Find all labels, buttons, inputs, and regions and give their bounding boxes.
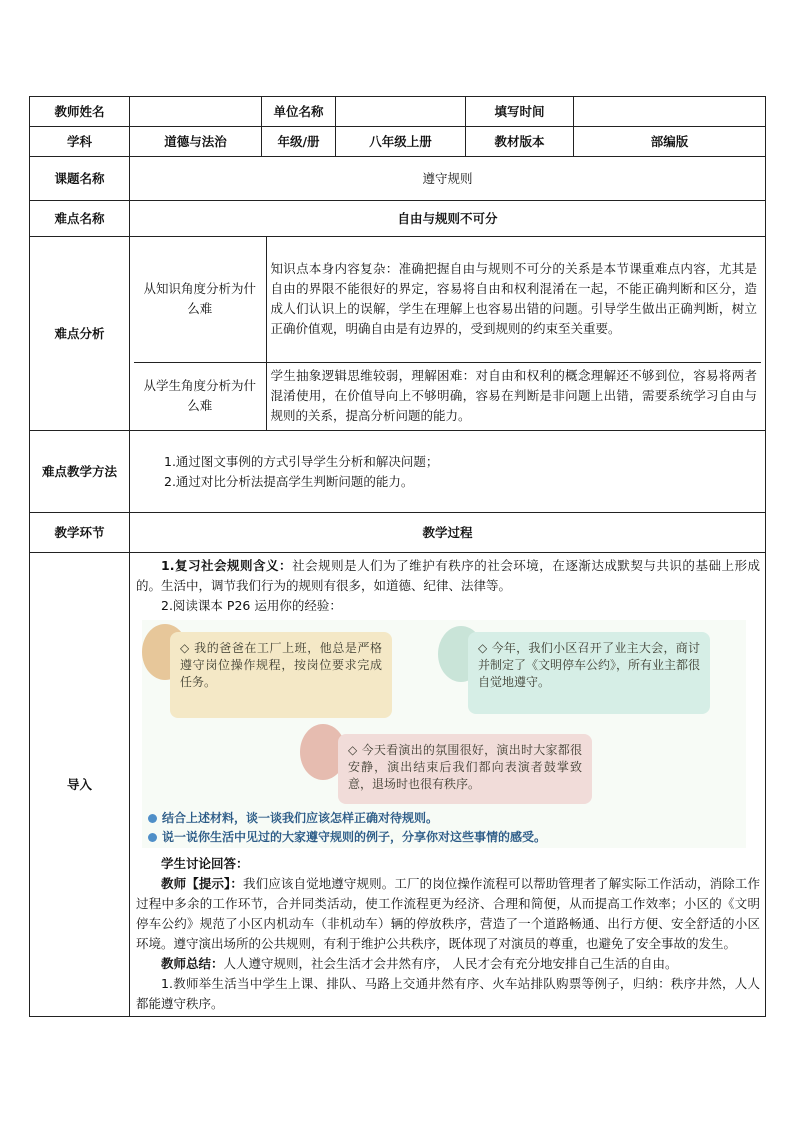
question-2: 说一说你生活中见过的大家遵守规则的例子，分享你对这些事情的感受。 <box>148 827 546 847</box>
edition-value: 部编版 <box>574 127 766 157</box>
difficulty-label: 难点名称 <box>30 201 130 237</box>
lesson-title-value: 遵守规则 <box>130 157 766 201</box>
bullet-icon <box>148 833 157 842</box>
lesson-plan-document <box>29 96 765 1017</box>
student-angle-text: 学生抽象逻辑思维较弱，理解困难：对自由和权利的概念理解还不够到位，容易将两者混淆使用，在价值导向上不够明确，容易在判断是非问题上出错，需要系统学习自由与规则的关系，提高分析问题的能力。 <box>270 368 757 424</box>
stage-header: 教学环节 <box>30 513 130 553</box>
fill-date-label: 填写时间 <box>466 97 574 127</box>
intro-row <box>30 553 766 1017</box>
unit-name-label: 单位名称 <box>262 97 336 127</box>
difficulty-value: 自由与规则不可分 <box>130 201 766 237</box>
lesson-plan-table <box>29 96 766 1017</box>
subject-label: 学科 <box>30 127 130 157</box>
intro-label: 导入 <box>30 553 130 1017</box>
method-content <box>130 431 766 513</box>
knowledge-angle-text: 知识点本身内容复杂：准确把握自由与规则不可分的关系是本节课重难点内容，尤其是自由的界限不能很好的界定，容易将自由和权利混淆在一起，不能正确判断和区分，造成人们认识上的误解，学生在理解上也容易出错的问题。引导学生做出正确判断，树立正确价值观，明确自由是有边界的，受到规则的约束至关重要。 <box>266 237 761 362</box>
difficulty-row <box>30 201 766 237</box>
unit-name-value <box>336 97 466 127</box>
fill-date-value <box>574 97 766 127</box>
review-paragraph: 1.复习社会规则含义：社会规则是人们为了维护有秩序的社会环境，在逐渐达成默契与共识的基础上形成的。生活中，调节我们行为的规则有很多，如道德、纪律、法律等。 <box>136 558 760 593</box>
process-header-row <box>30 513 766 553</box>
teacher-name-label: 教师姓名 <box>30 97 130 127</box>
header-row-2 <box>30 127 766 157</box>
speech-bubble-parking: ◇ 今年，我们小区召开了业主大会，商讨并制定了《文明停车公约》，所有业主都很自觉地遵守。 <box>468 632 710 714</box>
knowledge-angle-label: 从知识角度分析为什么难 <box>134 237 266 362</box>
edition-label: 教材版本 <box>466 127 574 157</box>
subject-value: 道德与法治 <box>130 127 262 157</box>
method-label: 难点教学方法 <box>30 431 130 513</box>
speech-bubble-performance: ◇ 今天看演出的氛围很好，演出时大家都很安静，演出结束后我们都向表演者鼓掌致意，退场时也很有秩序。 <box>338 734 592 804</box>
analysis-row <box>30 237 766 431</box>
textbook-illustration <box>142 620 746 848</box>
reading-instruction: 2.阅读课本 P26 运用你的经验： <box>161 598 342 613</box>
teacher-hint: 教师【提示】：我们应该自觉地遵守规则。工厂的岗位操作流程可以帮助管理者了解实际工作活动，消除工作过程中多余的工作环节，合并同类活动，使工作流程更为经济、合理和简便，从而提高工作效率；小区的《文明停车公约》规范了小区内机动车（非机动车）辆的停放秩序，营造了一个道路畅通、出行方便、安全舒适的小区环境。遵守演出场所的公共规则，有利于维护公共秩序，既体现了对演员的尊重，也避免了安全事故的发生。 <box>136 876 760 951</box>
grade-label: 年级/册 <box>262 127 336 157</box>
question-1: 结合上述材料，谈一谈我们应该怎样正确对待规则。 <box>148 808 438 828</box>
analysis-subtable <box>134 237 761 430</box>
bullet-icon <box>148 814 157 823</box>
speech-bubble-factory: ◇ 我的爸爸在工厂上班，他总是严格遵守岗位操作规程，按岗位要求完成任务。 <box>170 632 392 718</box>
lesson-row <box>30 157 766 201</box>
grade-value: 八年级上册 <box>336 127 466 157</box>
analysis-label: 难点分析 <box>30 237 130 431</box>
example-paragraph: 1.教师举生活当中学生上课、排队、马路上交通井然有序、火车站排队购票等例子，归纳：秩序井然，人人都能遵守秩序。 <box>136 976 760 1011</box>
teacher-name-value <box>130 97 262 127</box>
discussion-label: 学生讨论回答： <box>161 856 249 871</box>
intro-content <box>130 553 766 1017</box>
method-item: 1.通过图文事例的方式引导学生分析和解决问题； <box>164 453 439 469</box>
process-header: 教学过程 <box>130 513 766 553</box>
teacher-summary: 教师总结：人人遵守规则，社会生活才会井然有序， 人民才会有充分地安排自己生活的自由。 <box>161 956 678 971</box>
student-angle-label: 从学生角度分析为什么难 <box>134 362 266 430</box>
header-row-1 <box>30 97 766 127</box>
lesson-title-label: 课题名称 <box>30 157 130 201</box>
method-row <box>30 431 766 513</box>
method-item: 2.通过对比分析法提高学生判断问题的能力。 <box>164 473 414 489</box>
